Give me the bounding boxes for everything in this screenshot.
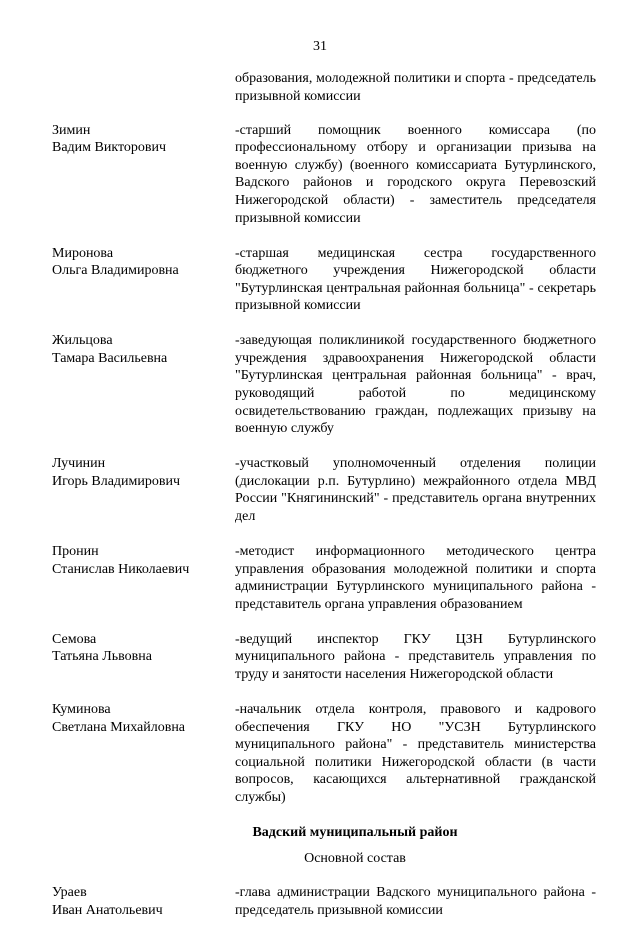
member-role: образования, молодежной политики и спорта - председатель призывной комиссии <box>235 71 596 104</box>
member-surname: Пронин <box>52 544 99 560</box>
member-name <box>52 332 230 438</box>
member-entry <box>52 884 598 919</box>
commission-list <box>52 70 598 937</box>
member-surname: Семова <box>52 631 97 647</box>
member-surname: Лучинин <box>52 456 106 472</box>
section-heading: Вадский муниципальный район <box>252 824 458 840</box>
member-role: -ведущий инспектор ГКУ ЦЗН Бутурлинского муниципального района - представитель управления по труду и занятости населения Нижегородской области <box>235 631 596 682</box>
member-name <box>52 631 230 684</box>
member-entry <box>52 631 598 684</box>
member-entry <box>52 332 598 438</box>
member-role: -глава администрации Вадского муниципального района - председатель призывной комиссии <box>235 885 596 918</box>
member-given-names: Игорь Владимирович <box>52 473 181 489</box>
member-name <box>52 884 230 919</box>
member-name <box>52 122 230 228</box>
commission-members-top <box>52 70 598 807</box>
section-subheading: Основной состав <box>304 850 406 866</box>
member-given-names: Тамара Васильевна <box>52 350 168 366</box>
member-entry <box>52 455 598 525</box>
member-surname: Ураев <box>52 885 87 901</box>
member-role: -участковый уполномоченный отделения полиции (дислокации р.п. Бутурлино) межрайонного отдела МВД России "Княгининский" - представитель органа внутренних дел <box>235 456 596 525</box>
member-entry <box>52 701 598 807</box>
member-surname: Зимин <box>52 122 91 138</box>
member-surname: Миронова <box>52 245 114 261</box>
member-name <box>52 543 230 613</box>
member-given-names: Иван Анатольевич <box>52 902 163 918</box>
member-given-names: Светлана Михайловна <box>52 719 186 735</box>
member-role: -методист информационного методического центра управления образования молодежной политики и спорта администрации Бутурлинского муниципального района - представитель органа управления образованием <box>235 544 596 612</box>
member-given-names: Вадим Викторович <box>52 140 167 156</box>
member-role: -заведующая поликлиникой государственного бюджетного учреждения здравоохранения Нижегородской области "Бутурлинская центральная районная больница" - врач, руководящий работой по медицинскому освидетельствованию граждан, подлежащих призыву на военную службу <box>235 333 596 437</box>
member-role: -начальник отдела контроля, правового и кадрового обеспечения ГКУ НО "УСЗН Бутурлинского муниципального района" - представитель министерства социальной политики Нижегородской области (в части вопросов, касающихся альтернативной гражданской службы) <box>235 701 596 805</box>
member-given-names: Станислав Николаевич <box>52 561 190 577</box>
member-entry <box>52 70 598 105</box>
member-entry <box>52 543 598 613</box>
member-name <box>52 245 230 315</box>
member-given-names: Татьяна Львовна <box>52 649 152 665</box>
member-name <box>52 455 230 525</box>
member-role: -старший помощник военного комиссара (по профессиональному отбору и организации призыва на военную службу) (военного комиссариата Бутурлинского, Вадского районов и городского округа Перевозский Нижегородской области) - заместитель председателя призывной комиссии <box>235 122 596 226</box>
member-surname: Куминова <box>52 701 111 717</box>
member-given-names: Ольга Владимировна <box>52 263 179 279</box>
member-surname: Жильцова <box>52 333 113 349</box>
member-entry <box>52 245 598 315</box>
commission-members-bottom <box>52 884 598 919</box>
member-entry <box>52 122 598 228</box>
member-name <box>52 70 230 105</box>
page-number: 31 <box>313 39 327 54</box>
member-role: -старшая медицинская сестра государственного бюджетного учреждения Нижегородской области "Бутурлинская центральная районная больница" - секретарь призывной комиссии <box>235 245 596 314</box>
member-name <box>52 701 230 807</box>
